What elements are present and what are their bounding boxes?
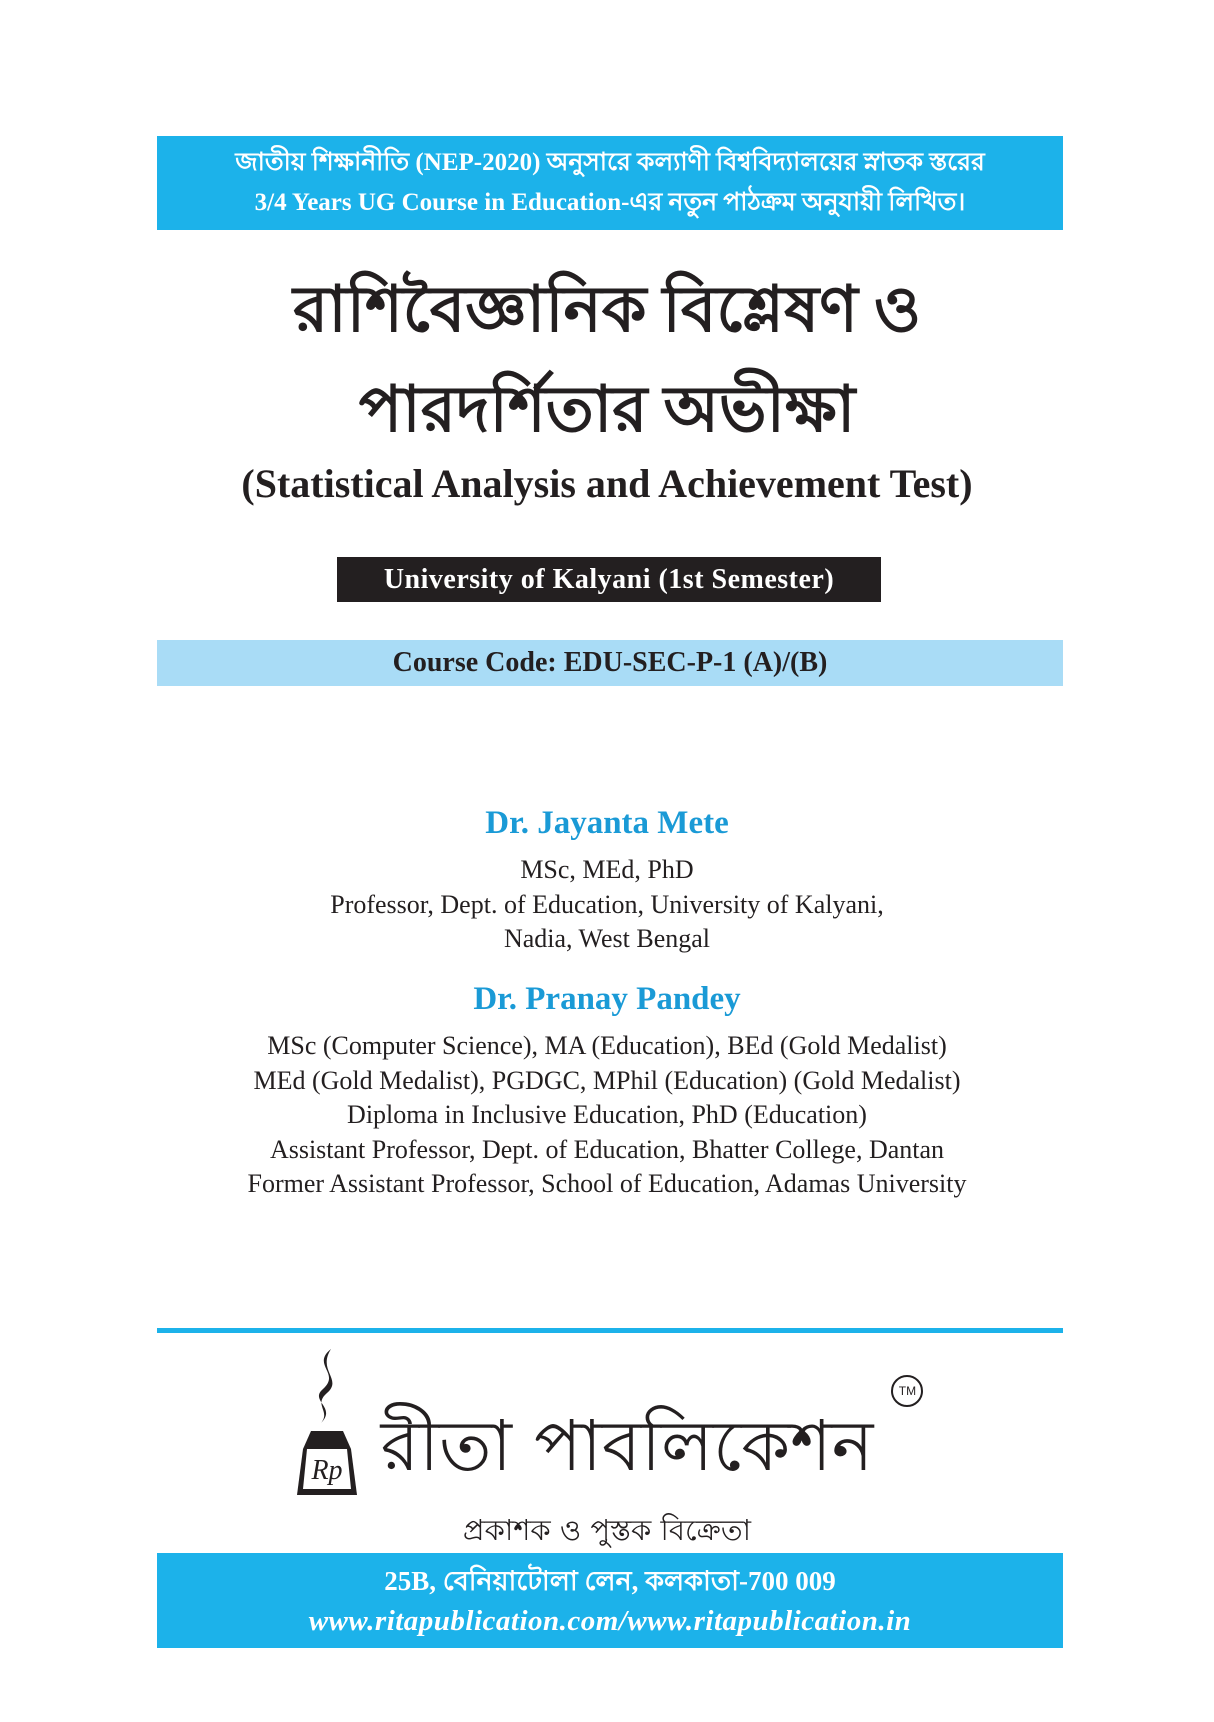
author-detail-line: MSc (Computer Science), MA (Education), BEd (Gold Medalist) bbox=[267, 1031, 947, 1060]
author-detail-line: Former Assistant Professor, School of Education, Adamas University bbox=[247, 1169, 967, 1198]
author-name: Dr. Jayanta Mete bbox=[485, 805, 729, 841]
author-detail-line: Professor, Dept. of Education, University of Kalyani, bbox=[330, 889, 884, 919]
university-badge: University of Kalyani (1st Semester) bbox=[337, 557, 881, 602]
course-code-bar: Course Code: EDU-SEC-P-1 (A)/(B) bbox=[157, 640, 1063, 686]
publisher-tagline: প্রকাশক ও পুস্তক বিক্রেতা bbox=[462, 1513, 752, 1547]
title-bengali-line1: রাশিবৈজ্ঞানিক বিশ্লেষণ ও bbox=[292, 274, 922, 345]
trademark-mark: TM bbox=[891, 1375, 923, 1407]
bottom-banner bbox=[157, 1553, 1063, 1648]
author-detail-line: Assistant Professor, Dept. of Education, Bhatter College, Dantan bbox=[269, 1134, 945, 1164]
svg-text:Rp: Rp bbox=[311, 1455, 343, 1486]
author-detail-line: MEd (Gold Medalist), PGDGC, MPhil (Education) (Gold Medalist) bbox=[253, 1065, 961, 1095]
author-detail-line: MSc, MEd, PhD bbox=[520, 855, 694, 884]
top-banner-line1: জাতীয় শিক্ষানীতি (NEP-2020) অনুসারে কল্যাণী বিশ্ববিদ্যালয়ের স্নাতক স্তরের bbox=[235, 149, 985, 176]
publisher-name: রীতা পাবলিকেশন bbox=[380, 1405, 874, 1487]
top-banner-line2: 3/4 Years UG Course in Education-এর নতুন পাঠক্রম অনুযায়ী লিখিত। bbox=[254, 189, 966, 216]
author-details bbox=[0, 853, 1214, 957]
author-detail-line: Diploma in Inclusive Education, PhD (Education) bbox=[347, 1100, 867, 1129]
lamp-logo bbox=[291, 1345, 363, 1505]
lamp-logo-icon bbox=[291, 1345, 363, 1505]
title-bengali-line2: পারদর্শিতার অভীক্ষা bbox=[358, 374, 856, 445]
publisher-logo bbox=[0, 1345, 1214, 1505]
author-name: Dr. Pranay Pandey bbox=[473, 981, 741, 1017]
author-detail-line: Nadia, West Bengal bbox=[503, 924, 711, 953]
top-banner bbox=[157, 136, 1063, 230]
author-details bbox=[0, 1029, 1214, 1202]
divider-rule bbox=[157, 1328, 1063, 1333]
publisher-address: 25B, বেনিয়াটোলা লেন, কলকাতা-700 009 bbox=[384, 1566, 836, 1596]
publisher-website[interactable]: www.ritapublication.com/www.ritapublication.in bbox=[308, 1605, 912, 1637]
title-english: (Statistical Analysis and Achievement Test) bbox=[241, 461, 973, 506]
